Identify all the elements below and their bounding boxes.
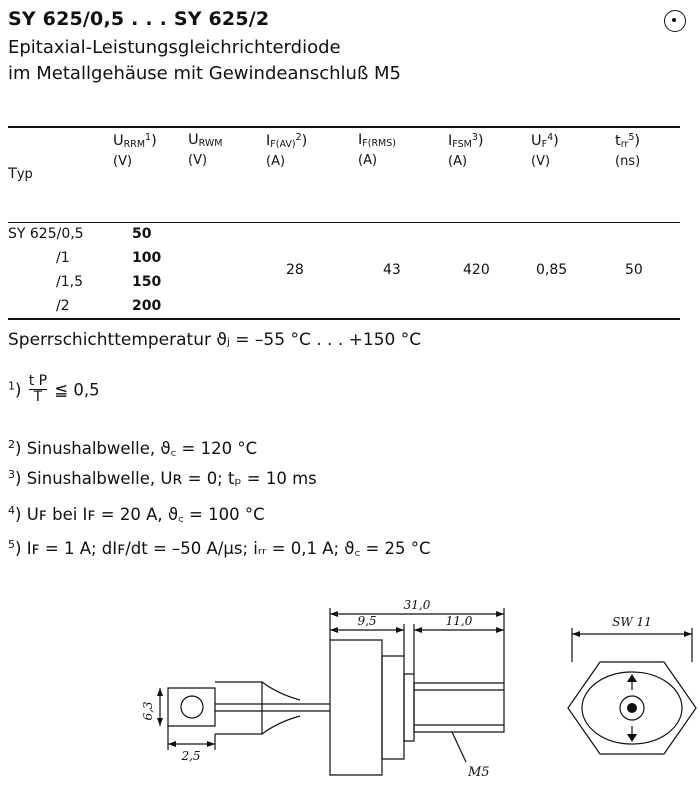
tab-taper bbox=[262, 682, 300, 734]
dim-hex-ext bbox=[572, 628, 692, 662]
hex-size-label: SW 11 bbox=[612, 615, 652, 629]
col-header-typ bbox=[8, 166, 33, 182]
cell-ifrms-span: 43 bbox=[383, 262, 401, 278]
table-rule-top bbox=[8, 126, 680, 128]
col-header-ifsm bbox=[448, 132, 484, 169]
footnote-1-numerator: t P bbox=[28, 373, 48, 389]
dim-tab-thickness-label: 2,5 bbox=[181, 749, 201, 763]
cell-urrm: 200 bbox=[132, 298, 162, 314]
cell-urrm: 100 bbox=[132, 250, 162, 266]
footnote-3-text: Sinushalbwelle, Uʀ = 0; tₚ = 10 ms bbox=[26, 469, 317, 488]
table-rule-mid bbox=[8, 222, 680, 223]
cell-ifav-span: 28 bbox=[286, 262, 304, 278]
subtitle-line-2: im Metallgehäuse mit Gewindeanschluß M5 bbox=[8, 63, 402, 84]
col-header-uf-unit: (V) bbox=[531, 154, 551, 169]
tab-body bbox=[215, 682, 262, 734]
cell-typ: /1,5 bbox=[56, 274, 83, 290]
footnote-5: $^5$) Iꜰ = 1 A; dIꜰ/dt = –50 A/μs; iᵣᵣ = 0,1 A; ϑ꜀ = 25 °C bbox=[8, 538, 431, 558]
tab-hole bbox=[181, 696, 203, 718]
col-header-trr-label: $t_{rr}^5$) bbox=[615, 132, 641, 150]
tab-outline bbox=[168, 688, 215, 726]
hex-center-dot bbox=[627, 703, 637, 713]
col-header-uf-label: $U_F^4$) bbox=[531, 132, 559, 150]
footnote-2: $^2$) Sinushalbwelle, ϑ꜀ = 120 °C bbox=[8, 438, 258, 458]
col-header-ifav-label: $I_{F(AV)}^2$) bbox=[266, 132, 308, 150]
table-body bbox=[8, 226, 680, 322]
footnote-3-marker: 3 bbox=[8, 468, 15, 481]
footnote-1-marker: 1 bbox=[8, 379, 15, 393]
col-header-ifsm-unit: (A) bbox=[448, 154, 468, 169]
footnote-1-value: ≦ 0,5 bbox=[54, 380, 100, 400]
cell-typ: SY 625/0,5 bbox=[8, 226, 84, 242]
col-header-ifsm-label: $I_{FSM}^3$) bbox=[448, 132, 484, 150]
cell-urrm: 50 bbox=[132, 226, 152, 242]
drawing-svg bbox=[0, 578, 700, 800]
cell-typ: /2 bbox=[56, 298, 70, 314]
footnote-3: $^3$) Sinushalbwelle, Uʀ = 0; tₚ = 10 ms bbox=[8, 468, 317, 488]
table-row bbox=[8, 274, 680, 298]
col-header-urrm-label: $U_{RRM}^1$) bbox=[113, 132, 157, 150]
target-dot-icon bbox=[664, 10, 686, 32]
footnote-1-denominator: T bbox=[29, 389, 47, 405]
col-header-urwm bbox=[188, 132, 222, 168]
col-header-urrm-unit: (V) bbox=[113, 154, 133, 169]
col-header-urwm-label: $U_{RWM}$ bbox=[188, 132, 223, 149]
col-header-urrm bbox=[113, 132, 157, 169]
cell-ifsm-span: 420 bbox=[463, 262, 490, 278]
dim-body-label: 9,5 bbox=[357, 614, 377, 628]
footnote-4: $^4$) Uꜰ bei Iꜰ = 20 A, ϑ꜀ = 100 °C bbox=[8, 504, 265, 524]
thread-label: M5 bbox=[468, 765, 490, 780]
body-hex bbox=[330, 640, 382, 775]
col-header-ifrms-unit: (A) bbox=[358, 153, 378, 168]
thread-leader bbox=[452, 732, 466, 762]
footnote-4-text: Uꜰ bei Iꜰ = 20 A, ϑ꜀ = 100 °C bbox=[26, 505, 265, 524]
junction-temperature-note: Sperrschichttemperatur ϑⱼ = –55 °C . . . +150 °C bbox=[8, 330, 422, 350]
table-row bbox=[8, 226, 680, 250]
footnote-1-fraction bbox=[29, 374, 47, 404]
col-header-uf bbox=[531, 132, 559, 169]
cell-uf-span: 0,85 bbox=[536, 262, 568, 278]
col-header-ifrms-label: $I_{F(RMS)}$ bbox=[358, 132, 396, 149]
footnote-2-text: Sinushalbwelle, ϑ꜀ = 120 °C bbox=[26, 439, 258, 458]
cell-typ: /1 bbox=[56, 250, 70, 266]
body-shoulder bbox=[382, 656, 404, 759]
footnote-5-text: Iꜰ = 1 A; dIꜰ/dt = –50 A/μs; iᵣᵣ = 0,1 A; ϑ꜀ = 25 °C bbox=[26, 539, 431, 558]
col-header-typ-label: Typ bbox=[8, 166, 33, 182]
page-title: SY 625/0,5 . . . SY 625/2 bbox=[8, 8, 270, 30]
dim-total-label: 31,0 bbox=[403, 598, 431, 612]
dim-total-ext bbox=[330, 608, 504, 683]
footnote-5-marker: 5 bbox=[8, 538, 15, 551]
subtitle-line-1: Epitaxial-Leistungsgleichrichterdiode bbox=[8, 37, 341, 58]
footnote-4-marker: 4 bbox=[8, 504, 15, 517]
col-header-ifrms bbox=[358, 132, 396, 168]
thread-lines bbox=[414, 690, 504, 725]
cell-trr-span: 50 bbox=[625, 262, 643, 278]
footnote-1: $^1$) $\frac{\text{t P}}{T}$ ≦ 0,5 bbox=[8, 373, 100, 405]
lead-wire bbox=[215, 704, 330, 711]
cell-urrm: 150 bbox=[132, 274, 162, 290]
col-header-trr bbox=[615, 132, 640, 169]
col-header-ifav-unit: (A) bbox=[266, 154, 286, 169]
footnote-2-marker: 2 bbox=[8, 438, 15, 451]
mechanical-drawing bbox=[0, 578, 700, 800]
col-header-trr-unit: (ns) bbox=[615, 154, 641, 169]
dim-thread-label: 11,0 bbox=[445, 614, 473, 628]
table-row bbox=[8, 250, 680, 274]
body-collar bbox=[404, 674, 414, 741]
col-header-ifav bbox=[266, 132, 307, 169]
col-header-urwm-unit: (V) bbox=[188, 153, 208, 168]
dim-tab-width-label: 6,3 bbox=[141, 701, 155, 721]
table-row bbox=[8, 298, 680, 322]
